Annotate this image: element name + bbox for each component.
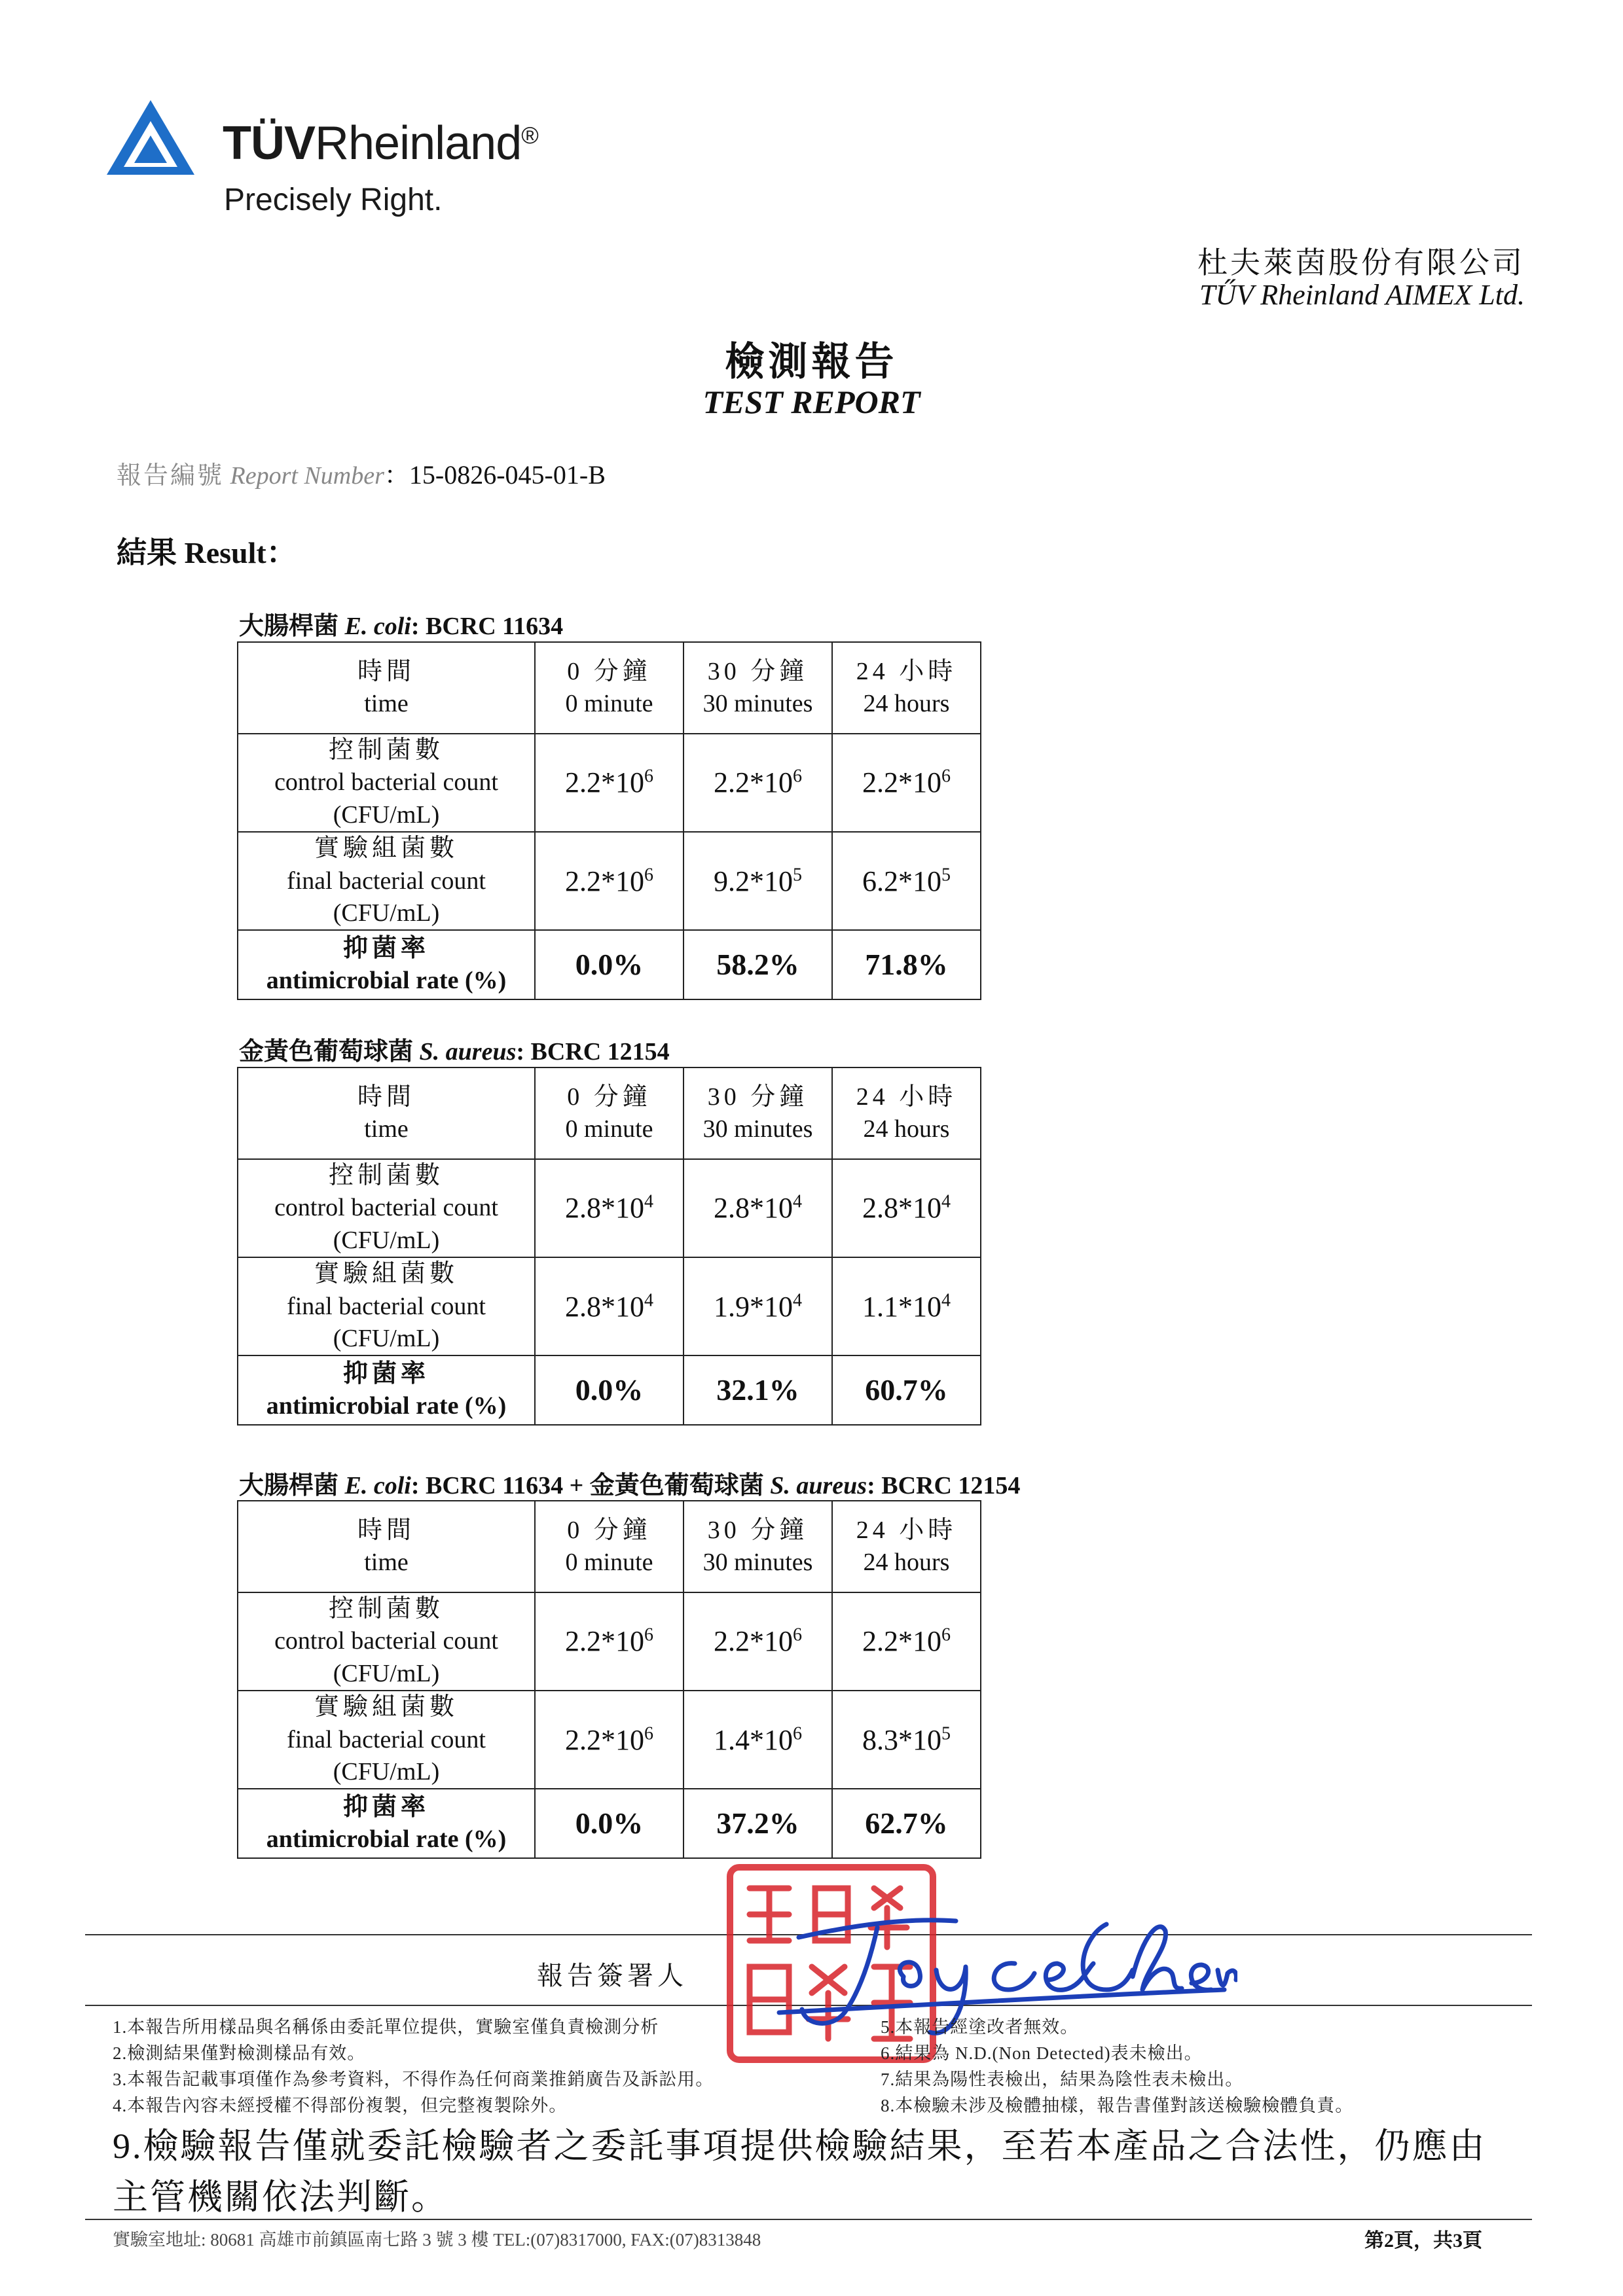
col-header: 30 分鐘 30 minutes (684, 1501, 832, 1592)
report-number-separator: ： (384, 462, 409, 490)
company-name-cn: 杜夫萊茵股份有限公司 (1197, 246, 1525, 279)
result-heading: 結果 Result： (117, 536, 297, 569)
value-cell: $8.3*10^5$ (832, 1691, 981, 1789)
table-row-control (238, 734, 981, 832)
row-label-time: 時間 time (238, 642, 535, 734)
disclaimer-note: 4.本報告內容未經授權不得部份複製，但完整複製除外。 (113, 2096, 568, 2115)
row-label-final: 實驗組菌數 final bacterial count (CFU/mL) (238, 1257, 535, 1355)
value-cell: $2.2*10^6$ (832, 1592, 981, 1691)
brand-tagline: Precisely Right. (224, 183, 443, 217)
row-label-control: 控制菌數 control bacterial count (CFU/mL) (238, 1159, 535, 1257)
value-cell: $9.2*10^5$ (684, 832, 832, 930)
col-header: 24 小時 24 hours (832, 1501, 981, 1592)
col-header: 24 小時 24 hours (832, 642, 981, 734)
disclaimer-note: 2.檢測結果僅對檢測樣品有效。 (113, 2043, 366, 2063)
rate-cell: 62.7% (832, 1789, 981, 1858)
report-number-value: 15-0826-045-01-B (409, 460, 606, 490)
value-cell: $6.2*10^5$ (832, 832, 981, 930)
value-cell: $2.2*10^6$ (832, 734, 981, 832)
value-cell: $2.8*10^4$ (535, 1159, 684, 1257)
value-cell: $2.2*10^6$ (684, 1592, 832, 1691)
value-cell: $2.8*10^4$ (832, 1159, 981, 1257)
rate-cell: 0.0% (535, 1355, 684, 1425)
legality-statement: 9.檢驗報告僅就委託檢驗者之委託事項提供檢驗結果，至若本產品之合法性，仍應由主管機關依法判斷。 (113, 2126, 1487, 2217)
rate-cell: 0.0% (535, 1789, 684, 1858)
disclaimer-note: 1.本報告所用樣品與名稱係由委託單位提供，實驗室僅負責檢測分析 (113, 2017, 659, 2037)
report-title-en: TEST REPORT (702, 384, 921, 420)
results-table-mixed (237, 1500, 981, 1859)
col-header: 0 分鐘 0 minute (535, 1067, 684, 1159)
section-title-ecoli: 大腸桿菌 E. coli: BCRC 11634 (239, 613, 564, 640)
table-row-final (238, 832, 981, 930)
report-number-label-cn: 報告編號 (117, 462, 225, 490)
row-label-final: 實驗組菌數 final bacterial count (CFU/mL) (238, 832, 535, 930)
rate-cell: 32.1% (684, 1355, 832, 1425)
row-label-rate: 抑菌率 antimicrobial rate (%) (238, 930, 535, 999)
signer-label: 報告簽署人 (537, 1961, 687, 1990)
value-cell: $2.8*10^4$ (684, 1159, 832, 1257)
table-row-rate (238, 930, 981, 999)
table-row-time (238, 642, 981, 734)
row-label-time: 時間 time (238, 1501, 535, 1592)
company-name-en: TŰV Rheinland AIMEX Ltd. (1199, 279, 1525, 311)
brand-name: TÜVRheinland® (223, 117, 538, 170)
section-title-mixed: 大腸桿菌 E. coli: BCRC 11634 + 金黃色葡萄球菌 S. aureus: BCRC 12154 (239, 1472, 1021, 1499)
results-table-ecoli (237, 641, 981, 1000)
value-cell: $2.2*10^6$ (535, 832, 684, 930)
table-row-rate (238, 1789, 981, 1858)
value-cell: $1.9*10^4$ (684, 1257, 832, 1355)
disclaimer-note: 7.結果為陽性表檢出，結果為陰性表未檢出。 (881, 2070, 1244, 2089)
value-cell: $2.2*10^6$ (535, 734, 684, 832)
lab-address: 實驗室地址: 80681 高雄市前鎮區南七路 3 號 3 樓 TEL:(07)8317000, FAX:(07)8313848 (113, 2230, 761, 2250)
footer-rule (85, 2219, 1532, 2220)
value-cell: $2.2*10^6$ (684, 734, 832, 832)
rate-cell: 0.0% (535, 930, 684, 999)
value-cell: $1.4*10^6$ (684, 1691, 832, 1789)
col-header: 0 分鐘 0 minute (535, 1501, 684, 1592)
col-header: 24 小時 24 hours (832, 1067, 981, 1159)
report-number-label-en: Report Number (230, 462, 384, 490)
report-title-cn: 檢測報告 (725, 340, 898, 384)
disclaimer-note: 3.本報告記載事項僅作為參考資料，不得作為任何商業推銷廣告及訴訟用。 (113, 2070, 714, 2089)
rate-cell: 60.7% (832, 1355, 981, 1425)
col-header: 30 分鐘 30 minutes (684, 642, 832, 734)
value-cell: $2.2*10^6$ (535, 1691, 684, 1789)
row-label-control: 控制菌數 control bacterial count (CFU/mL) (238, 734, 535, 832)
table-row-time (238, 1501, 981, 1592)
row-label-control: 控制菌數 control bacterial count (CFU/mL) (238, 1592, 535, 1691)
section-title-saureus: 金黃色葡萄球菌 S. aureus: BCRC 12154 (239, 1038, 670, 1066)
report-number (117, 455, 606, 491)
table-row-final (238, 1257, 981, 1355)
row-label-rate: 抑菌率 antimicrobial rate (%) (238, 1789, 535, 1858)
row-label-rate: 抑菌率 antimicrobial rate (%) (238, 1355, 535, 1425)
row-label-final: 實驗組菌數 final bacterial count (CFU/mL) (238, 1691, 535, 1789)
tuv-triangle-logo-icon (101, 95, 200, 180)
value-cell: $1.1*10^4$ (832, 1257, 981, 1355)
rate-cell: 58.2% (684, 930, 832, 999)
table-row-rate (238, 1355, 981, 1425)
table-row-final (238, 1691, 981, 1789)
table-row-control (238, 1159, 981, 1257)
results-table-saureus (237, 1067, 981, 1426)
table-row-control (238, 1592, 981, 1691)
value-cell: $2.2*10^6$ (535, 1592, 684, 1691)
page-number: 第2頁，共3頁 (1364, 2230, 1482, 2251)
rate-cell: 71.8% (832, 930, 981, 999)
table-row-time (238, 1067, 981, 1159)
value-cell: $2.8*10^4$ (535, 1257, 684, 1355)
disclaimer-note: 5.本報告經塗改者無效。 (881, 2017, 1079, 2037)
col-header: 30 分鐘 30 minutes (684, 1067, 832, 1159)
rate-cell: 37.2% (684, 1789, 832, 1858)
disclaimer-note: 6.結果為 N.D.(Non Detected)表未檢出。 (881, 2043, 1203, 2063)
row-label-time: 時間 time (238, 1067, 535, 1159)
col-header: 0 分鐘 0 minute (535, 642, 684, 734)
disclaimer-note: 8.本檢驗未涉及檢體抽樣，報告書僅對該送檢驗檢體負責。 (881, 2096, 1354, 2115)
